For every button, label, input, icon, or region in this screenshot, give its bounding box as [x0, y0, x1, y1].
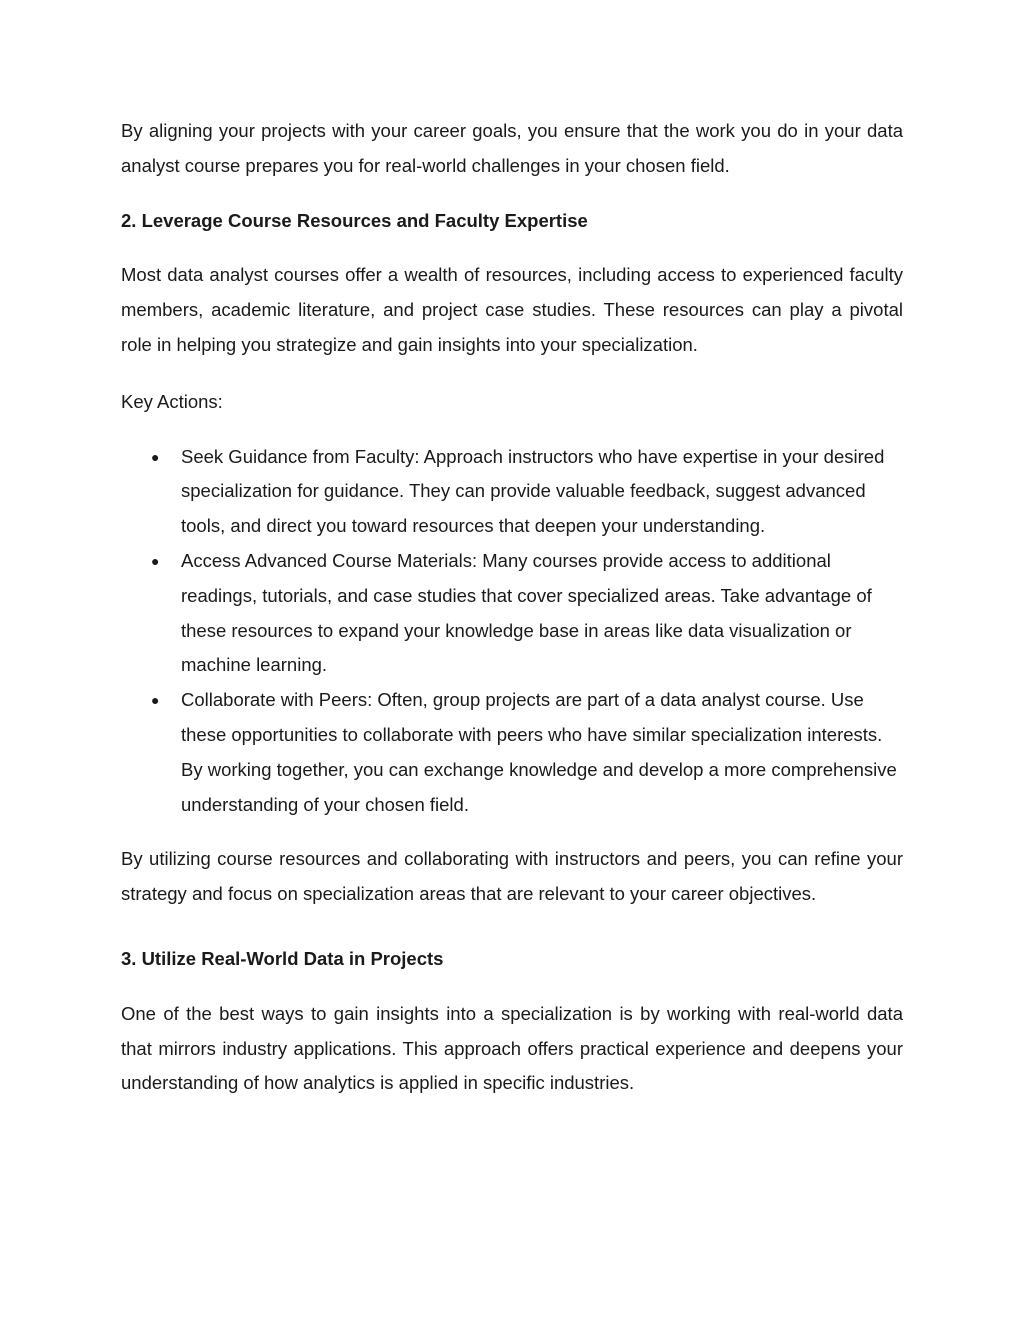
list-item [121, 683, 903, 822]
list-item [121, 544, 903, 683]
list-item-text: Seek Guidance from Faculty: Approach instructors who have expertise in your desired specialization for guidance. They can provide valuable feedback, suggest advanced tools, and direct you toward resources that deepen your understanding. [181, 445, 885, 537]
list-item-text: Access Advanced Course Materials: Many courses provide access to additional readings, tutorials, and case studies that cover specialized areas. Take advantage of these resources to expand your knowledge base in areas like data visualization or machine learning. [181, 549, 872, 676]
intro-paragraph: By aligning your projects with your career goals, you ensure that the work you do in your data analyst course prepares you for real-world challenges in your chosen field. [121, 120, 903, 176]
bullet-icon: ● [151, 448, 160, 465]
bullet-icon: ● [151, 552, 160, 569]
section-2-summary-paragraph: By utilizing course resources and collaborating with instructors and peers, you can refine your strategy and focus on specialization areas that are relevant to your career objectives. [121, 848, 903, 905]
bullet-icon: ● [151, 692, 160, 709]
section-2-intro-paragraph: Most data analyst courses offer a wealth of resources, including access to experienced faculty members, academic literature, and project case studies. These resources can play a pivotal role in helping you strategize and gain insights into your specialization. [121, 264, 903, 355]
list-item-text: Collaborate with Peers: Often, group projects are part of a data analyst course. Use these opportunities to collaborate with peers who have similar specialization interests. By working together, you can exchange knowledge and develop a more comprehensive understanding of your chosen field. [181, 689, 897, 815]
key-actions-list [121, 440, 903, 823]
section-3-intro-paragraph: One of the best ways to gain insights into a specialization is by working with real-world data that mirrors industry applications. This approach offers practical experience and deepens your understanding of how analytics is applied in specific industries. [121, 1002, 903, 1094]
document-page [121, 114, 903, 1101]
section-3-heading: 3. Utilize Real-World Data in Projects [121, 947, 444, 969]
section-2-heading: 2. Leverage Course Resources and Faculty Expertise [121, 209, 588, 231]
list-item [121, 440, 903, 544]
key-actions-label: Key Actions: [121, 390, 223, 412]
